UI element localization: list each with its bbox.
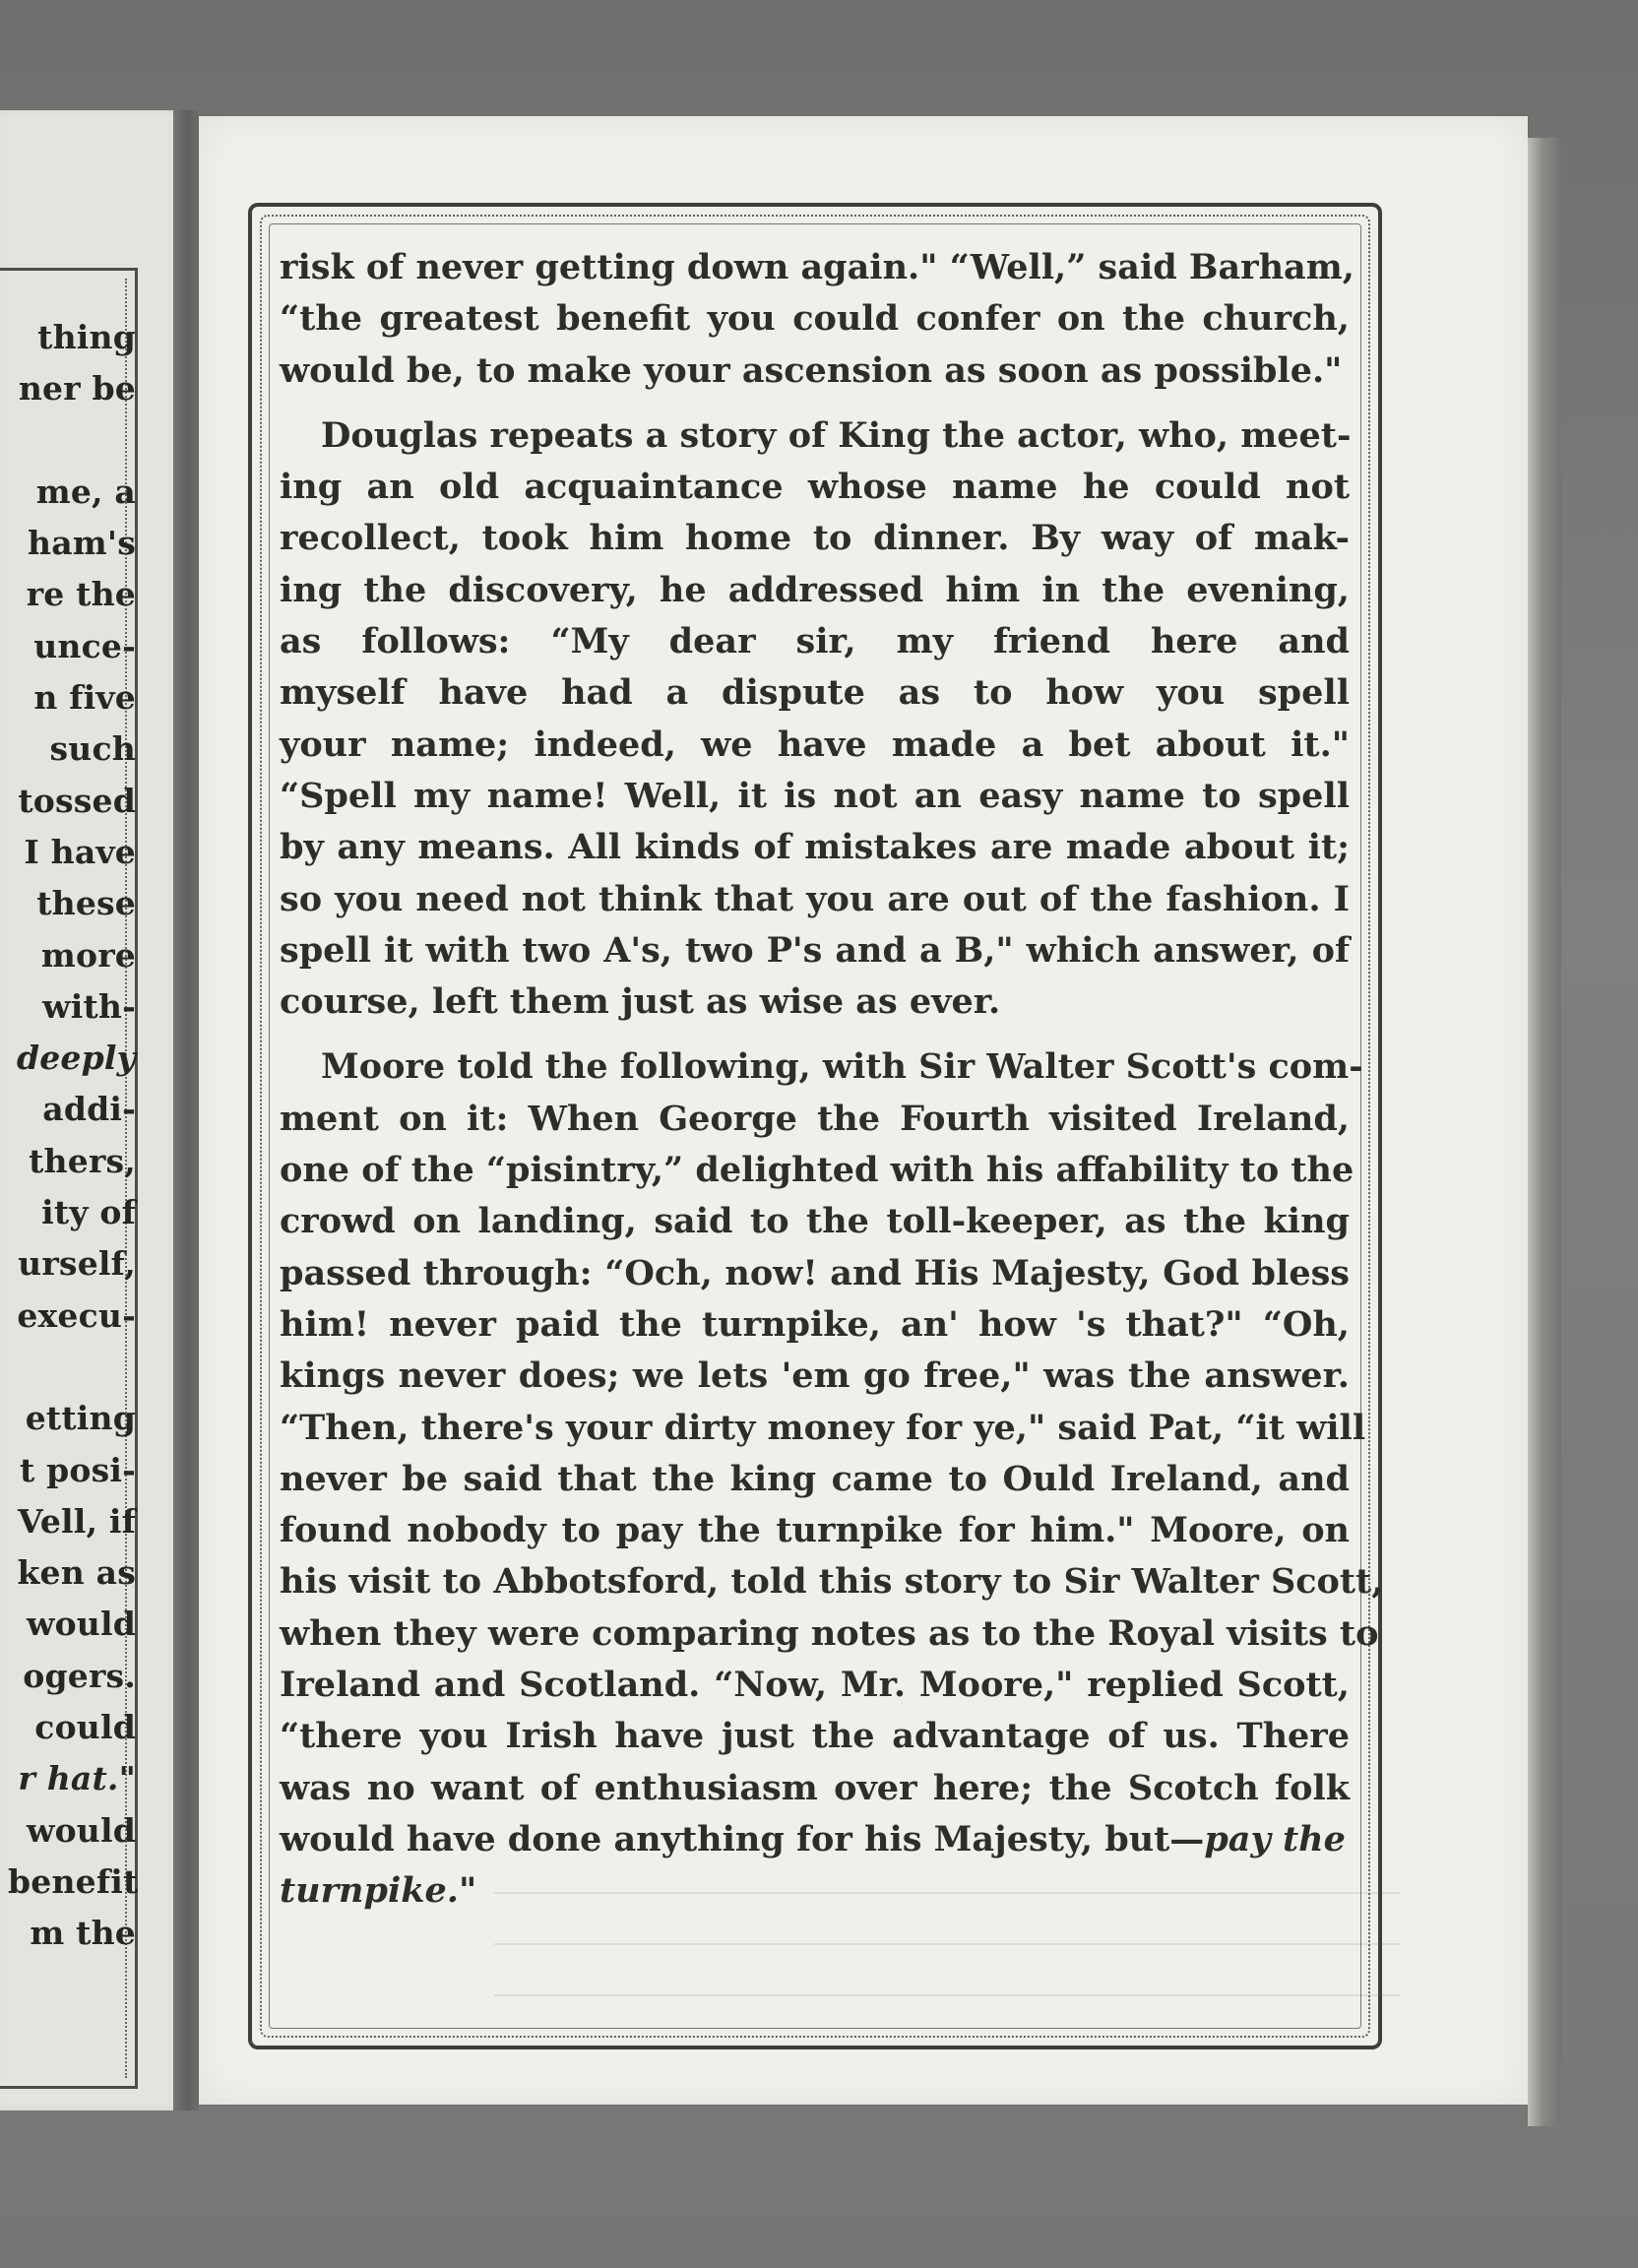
left-line: addi- — [42, 1090, 136, 1129]
text-line: passed through: “Och, now! and His Majesty, God bless — [280, 1252, 1350, 1293]
left-line — [8, 415, 136, 467]
left-line: ity of — [41, 1193, 136, 1232]
text-line: crowd on landing, said to the toll-keeper, as the king — [280, 1201, 1350, 1242]
text-line: risk of never getting down again." “Well,” said Barham, — [280, 247, 1354, 287]
text-line: myself have had a dispute as to how you spell — [280, 672, 1350, 714]
page-text — [280, 242, 1384, 1918]
left-line: ogers. — [23, 1656, 136, 1695]
left-line: these — [36, 884, 136, 923]
text-line: found nobody to pay the turnpike for him." Moore, on — [280, 1510, 1350, 1551]
text-line: him! never paid the turnpike, an' how 's that?" “Oh, — [280, 1303, 1350, 1345]
text-line: recollect, took him home to dinner. By way of mak- — [280, 518, 1350, 559]
text-line: so you need not think that you are out of the fashion. I — [280, 878, 1350, 919]
text-line: never be said that the king came to Ould Ireland, and — [280, 1458, 1350, 1499]
text-line: “there you Irish have just the advantage of us. There — [280, 1716, 1350, 1757]
text-line: course, left them just as wise as ever. — [280, 981, 1001, 1023]
left-line: urself, — [18, 1244, 136, 1284]
left-line — [8, 1342, 136, 1393]
text-line: “the greatest benefit you could confer on the church, — [280, 298, 1350, 340]
text-line: when they were comparing notes as to the Royal visits to — [280, 1612, 1379, 1654]
text-line: Moore told the following, with Sir Walter Scott's com- — [321, 1046, 1363, 1088]
text-line: ing the discovery, he addressed him in the evening, — [280, 569, 1350, 610]
left-line: would — [26, 1810, 136, 1850]
text-line: was no want of enthusiasm over here; the Scotch folk — [280, 1767, 1350, 1808]
left-page — [0, 110, 183, 2110]
text-line: by any means. All kinds of mistakes are made about it; — [280, 827, 1350, 868]
text-line: your name; indeed, we have made a bet about it." — [280, 724, 1350, 765]
left-line: with- — [42, 986, 136, 1026]
paragraph-gap — [280, 397, 1350, 410]
paragraph-gap — [280, 1028, 1350, 1041]
left-line: thing — [37, 318, 136, 356]
left-line: execu- — [17, 1295, 136, 1335]
left-line: I have — [24, 832, 136, 871]
left-line: thers, — [29, 1141, 136, 1180]
left-line: ken as — [17, 1553, 136, 1593]
left-line: benefit — [8, 1861, 139, 1901]
main-page — [199, 116, 1528, 2105]
left-line: me, a — [35, 472, 136, 511]
text-line: kings never does; we lets 'em go free," was the answer. — [280, 1355, 1350, 1397]
text-line: his visit to Abbotsford, told this story to Sir Walter Scott, — [280, 1561, 1384, 1603]
left-line: such — [49, 729, 136, 769]
text-line: as follows: “My dear sir, my friend here and — [280, 621, 1350, 662]
text-line: spell it with two A's, two P's and a B," which answer, of — [280, 929, 1350, 971]
left-line: re the — [26, 575, 136, 614]
left-line: m the — [30, 1914, 136, 1953]
left-line: tossed — [18, 781, 136, 820]
left-line: etting — [25, 1399, 136, 1438]
page-edge — [1528, 138, 1561, 2126]
text-line: turnpike." — [280, 1870, 477, 1912]
left-line: ham's — [28, 524, 136, 563]
left-line: unce- — [33, 626, 136, 665]
left-line: ner be — [18, 369, 136, 409]
left-line: would — [26, 1605, 136, 1644]
text-line: Douglas repeats a story of King the actor, who, meet- — [321, 414, 1352, 456]
left-line: t posi- — [19, 1450, 136, 1489]
text-line: would be, to make your ascension as soon as possible." — [280, 349, 1343, 391]
text-segment: would have done anything for his Majesty, but— — [280, 1818, 1205, 1859]
text-line: “Spell my name! Well, it is not an easy name to spell — [280, 775, 1350, 816]
text-line: Ireland and Scotland. “Now, Mr. Moore," replied Scott, — [280, 1665, 1350, 1706]
left-line: n five — [33, 678, 136, 718]
text-line — [280, 1814, 1350, 1865]
left-line: could — [34, 1708, 136, 1747]
left-line: more — [40, 935, 136, 975]
left-page-text — [8, 312, 139, 1960]
left-line: r hat." — [18, 1759, 136, 1798]
left-line: deeply — [16, 1039, 136, 1078]
left-line: Vell, if — [18, 1501, 136, 1541]
italic-text-segment: pay the — [1204, 1818, 1346, 1859]
book-gutter — [173, 110, 199, 2110]
text-line: ing an old acquaintance whose name he could not — [280, 467, 1350, 508]
text-line: ment on it: When George the Fourth visited Ireland, — [280, 1098, 1350, 1139]
text-line: “Then, there's your dirty money for ye," said Pat, “it will — [280, 1407, 1366, 1448]
text-line: one of the “pisintry,” delighted with his affability to the — [280, 1150, 1354, 1191]
